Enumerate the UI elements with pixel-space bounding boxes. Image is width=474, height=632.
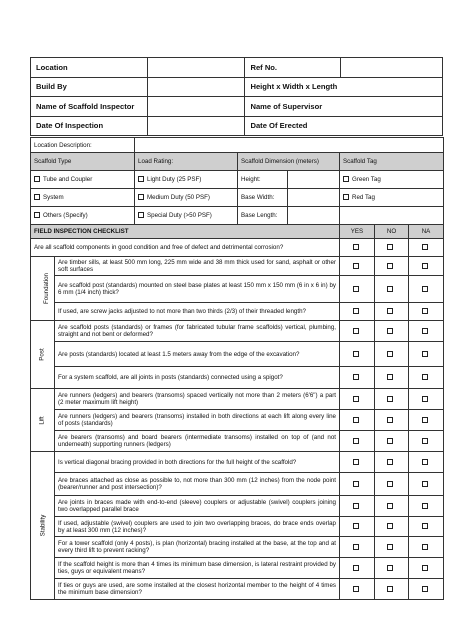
checkbox-icon[interactable] — [422, 481, 428, 487]
table-row — [31, 389, 444, 410]
checkbox-icon[interactable] — [387, 503, 393, 509]
load-option-light[interactable]: Light Duty (25 PSF) — [135, 171, 238, 189]
table-row — [31, 452, 444, 473]
checkbox-icon[interactable] — [422, 565, 428, 571]
question-text: Are posts (standards) located at least 1.5 meters away from the edge of the excavation? — [55, 342, 340, 367]
date-inspection-field[interactable] — [147, 116, 245, 136]
checkbox-icon[interactable] — [387, 544, 393, 550]
tag-blank-cell — [340, 207, 444, 225]
lift-group-label: Lift — [31, 389, 55, 452]
question-text: If used, are screw jacks adjusted to not more than two thirds (2/3) of their threaded length? — [55, 303, 340, 321]
checkbox-icon[interactable] — [34, 212, 40, 218]
checkbox-icon[interactable] — [353, 565, 359, 571]
date-erected-label: Date Of Erected — [245, 116, 443, 136]
checkbox-icon[interactable] — [422, 328, 428, 334]
question-text: Are scaffold post (standards) mounted on steel base plates at least 150 mm x 150 mm (6 in x 6 in) by 6 mm (1/4 inch) thick? — [55, 276, 340, 303]
checkbox-icon[interactable] — [343, 194, 349, 200]
type-option-system[interactable]: System — [31, 189, 135, 207]
checkbox-icon[interactable] — [353, 263, 359, 269]
checkbox-icon[interactable] — [387, 263, 393, 269]
scaffold-tag-heading: Scaffold Tag — [340, 153, 444, 171]
checkbox-icon[interactable] — [343, 176, 349, 182]
location-description-label: Location Description: — [31, 138, 135, 153]
question-text: Is vertical diagonal bracing provided in both directions for the full height of the scaffold? — [55, 452, 340, 473]
checkbox-icon[interactable] — [353, 503, 359, 509]
question-text: Are braces attached as close as possible to, not more than 300 mm (12 inches) from the node point (bearer/runner and post intersection)? — [55, 473, 340, 496]
checkbox-icon[interactable] — [34, 194, 40, 200]
table-row — [31, 367, 444, 389]
base-length-label: Base Length: — [238, 207, 288, 225]
question-text: If used, adjustable (swivel) couplers are used to join two overlapping braces, do brace ends overlap by at least 300 mm (12 inches)? — [55, 517, 340, 537]
checkbox-icon[interactable] — [422, 459, 428, 465]
checkbox-icon[interactable] — [422, 523, 428, 529]
checkbox-icon[interactable] — [387, 244, 393, 250]
checkbox-icon[interactable] — [387, 374, 393, 380]
foundation-group-label: Foundation — [31, 257, 55, 321]
load-option-special[interactable]: Special Duty (>50 PSF) — [135, 207, 238, 225]
checkbox-icon[interactable] — [387, 396, 393, 402]
checkbox-icon[interactable] — [422, 396, 428, 402]
checkbox-icon[interactable] — [422, 417, 428, 423]
checkbox-icon[interactable] — [387, 351, 393, 357]
checkbox-icon[interactable] — [422, 263, 428, 269]
header-table — [30, 57, 443, 136]
table-row — [31, 321, 444, 342]
na-column-header: NA — [409, 225, 444, 239]
checkbox-icon[interactable] — [387, 328, 393, 334]
question-text: Are runners (ledgers) and bearers (transoms) spaced vertically not more than 2 meters (6'6") a part (2 meter maximum lift height) — [55, 389, 340, 410]
checkbox-icon[interactable] — [353, 244, 359, 250]
question-text: Are scaffold posts (standards) or frames (for fabricated tubular frame scaffolds) vertical, plumbing, straight and not bent or deformed? — [55, 321, 340, 342]
checkbox-icon[interactable] — [353, 308, 359, 314]
checkbox-icon[interactable] — [138, 194, 144, 200]
checkbox-icon[interactable] — [387, 481, 393, 487]
checkbox-icon[interactable] — [353, 459, 359, 465]
load-rating-heading: Load Rating: — [135, 153, 238, 171]
table-row — [31, 257, 444, 276]
build-by-field[interactable] — [147, 77, 245, 97]
checkbox-icon[interactable] — [138, 176, 144, 182]
table-row — [31, 537, 444, 558]
question-text: For a tower scaffold (only 4 posts), is plan (horizontal) bracing installed at the base, at the top and at every third lift to prevent racking? — [55, 537, 340, 558]
table-row — [31, 558, 444, 579]
height-field[interactable] — [288, 171, 340, 189]
checkbox-icon[interactable] — [387, 438, 393, 444]
load-option-medium[interactable]: Medium Duty (50 PSF) — [135, 189, 238, 207]
tag-option-red[interactable]: Red Tag — [340, 189, 444, 207]
question-text: Are bearers (transoms) and board bearers (intermediate transoms) installed on top of (and not underneath) supporting runners (ledgers) — [55, 431, 340, 452]
post-group-label: Post — [31, 321, 55, 389]
table-row — [31, 239, 444, 257]
inspector-label: Name of Scaffold Inspector — [31, 97, 148, 117]
ref-no-field[interactable] — [341, 58, 443, 78]
no-column-header: NO — [375, 225, 409, 239]
height-label: Height: — [238, 171, 288, 189]
checkbox-icon[interactable] — [353, 481, 359, 487]
checkbox-icon[interactable] — [34, 176, 40, 182]
checkbox-icon[interactable] — [387, 417, 393, 423]
checkbox-icon[interactable] — [387, 286, 393, 292]
location-description-field[interactable] — [135, 138, 444, 153]
checkbox-icon[interactable] — [353, 586, 359, 592]
supervisor-label: Name of Supervisor — [245, 97, 443, 117]
checkbox-icon[interactable] — [387, 523, 393, 529]
checkbox-icon[interactable] — [353, 523, 359, 529]
question-text: Are timber sills, at least 500 mm long, 225 mm wide and 38 mm thick used for sand, asphalt or other soft surfaces — [55, 257, 340, 276]
question-text: If ties or guys are used, are some installed at the closest horizontal member to the height of 4 times the minimum base dimension? — [55, 579, 340, 600]
checkbox-icon[interactable] — [387, 308, 393, 314]
checkbox-icon[interactable] — [422, 544, 428, 550]
checkbox-icon[interactable] — [387, 459, 393, 465]
checkbox-icon[interactable] — [422, 586, 428, 592]
base-width-label: Base Width: — [238, 189, 288, 207]
checkbox-icon[interactable] — [387, 565, 393, 571]
table-row — [31, 342, 444, 367]
table-row — [31, 276, 444, 303]
checkbox-icon[interactable] — [422, 286, 428, 292]
location-label: Location — [31, 58, 148, 78]
type-option-others[interactable]: Others (Specify) — [31, 207, 135, 225]
question-text: If the scaffold height is more than 4 times its minimum base dimension, is lateral restraint provided by ties, guys or equivalent means? — [55, 558, 340, 579]
checkbox-icon[interactable] — [422, 351, 428, 357]
checkbox-icon[interactable] — [422, 308, 428, 314]
type-option-tube-coupler[interactable]: Tube and Coupler — [31, 171, 135, 189]
date-inspection-label: Date Of Inspection — [31, 116, 148, 136]
checkbox-icon[interactable] — [353, 438, 359, 444]
checkbox-icon[interactable] — [422, 503, 428, 509]
checkbox-icon[interactable] — [138, 212, 144, 218]
table-row — [31, 517, 444, 537]
table-row — [31, 496, 444, 517]
checkbox-icon[interactable] — [353, 544, 359, 550]
checkbox-icon[interactable] — [422, 244, 428, 250]
yes-column-header: YES — [340, 225, 375, 239]
question-text: Are runners (ledgers) and bearers (transoms) installed in both directions at each lift along every line of posts (standards) — [55, 410, 340, 431]
base-width-field[interactable] — [288, 189, 340, 207]
inspection-form — [30, 137, 444, 600]
checkbox-icon[interactable] — [353, 328, 359, 334]
question-text: Are all scaffold components in good condition and free of defect and detrimental corrosion? — [31, 239, 340, 257]
base-length-field[interactable] — [288, 207, 340, 225]
stability-group-label: Stability — [31, 452, 55, 600]
table-row — [31, 410, 444, 431]
tag-option-green[interactable]: Green Tag — [340, 171, 444, 189]
checkbox-icon[interactable] — [387, 586, 393, 592]
table-row — [31, 473, 444, 496]
checkbox-icon[interactable] — [422, 438, 428, 444]
ref-no-label: Ref No. — [245, 58, 341, 78]
checkbox-icon[interactable] — [353, 396, 359, 402]
build-by-label: Build By — [31, 77, 148, 97]
scaffold-type-heading: Scaffold Type — [31, 153, 135, 171]
scaffold-dimension-heading: Scaffold Dimension (meters) — [238, 153, 340, 171]
table-row — [31, 431, 444, 452]
table-row — [31, 303, 444, 321]
question-text: For a system scaffold, are all joints in posts (standards) connected using a spigot? — [55, 367, 340, 389]
checkbox-icon[interactable] — [422, 374, 428, 380]
location-field[interactable] — [147, 58, 245, 78]
table-row — [31, 579, 444, 600]
checkbox-icon[interactable] — [353, 286, 359, 292]
dimensions-label: Height x Width x Length — [245, 77, 443, 97]
checklist-title: FIELD INSPECTION CHECKLIST — [31, 225, 340, 239]
checkbox-icon[interactable] — [353, 374, 359, 380]
checkbox-icon[interactable] — [353, 417, 359, 423]
checkbox-icon[interactable] — [353, 351, 359, 357]
inspector-field[interactable] — [147, 97, 245, 117]
question-text: Are joints in braces made with end-to-end (sleeve) couplers or adjustable (swivel) couplers joining two overlapped parallel brace — [55, 496, 340, 517]
